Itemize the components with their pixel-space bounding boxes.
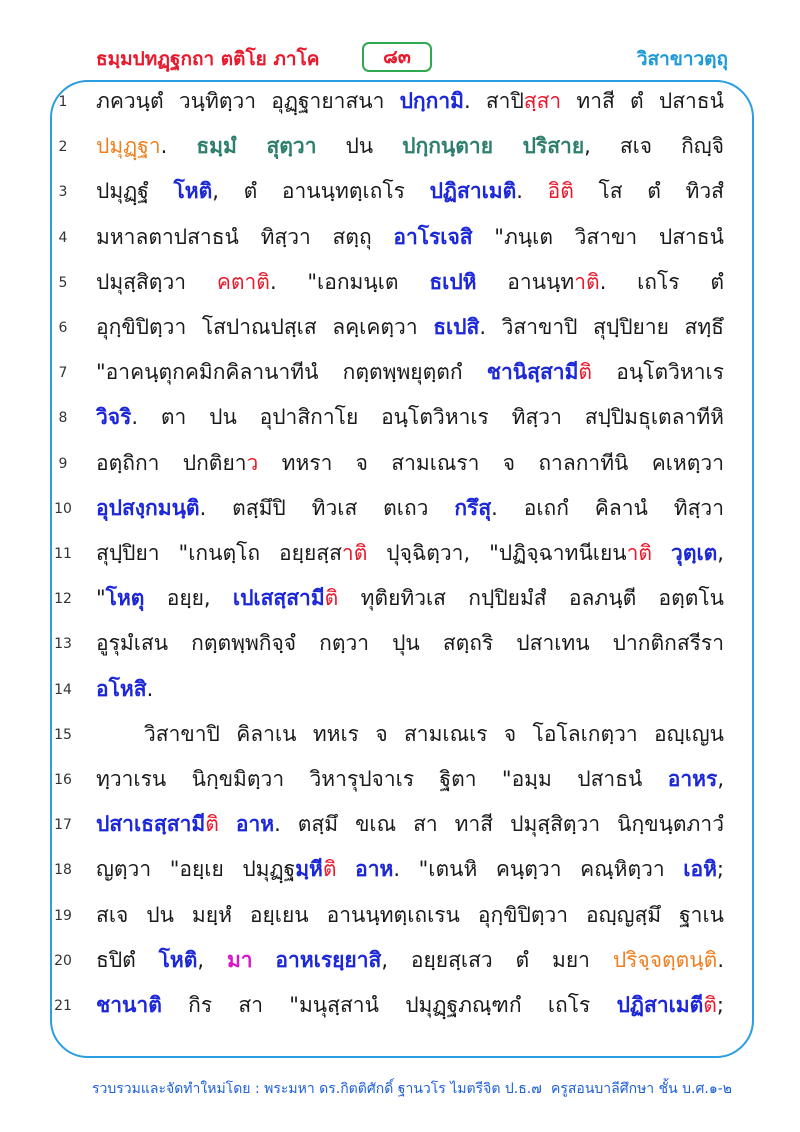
line-text xyxy=(96,900,724,930)
text-segment: . "เตนหิ คนฺตฺวา คณฺหิตฺวา xyxy=(393,857,684,882)
line-text xyxy=(96,402,724,432)
text-segment: , xyxy=(717,767,724,791)
text-segment: อาโรเจสิ xyxy=(393,224,473,249)
line-text xyxy=(96,222,724,252)
text-segment: สเจ ปน มยฺหํ อยฺเยน อานนฺทตฺเถเรน อุกฺขิปิตฺวา อญฺญสฺมึ ฐาเน xyxy=(96,902,724,927)
line-text xyxy=(96,990,724,1020)
text-segment xyxy=(652,541,671,565)
text-line xyxy=(0,939,800,984)
text-line xyxy=(0,80,800,125)
line-text xyxy=(96,176,724,206)
text-segment: สุปฺปิยา "เกนตฺโถ อยฺยสฺส xyxy=(96,541,342,565)
text-segment: . xyxy=(717,947,724,972)
text-segment: เปเสสฺสามี xyxy=(232,586,325,611)
text-segment: ทหรา จ สามเณรา จ ถาลกาทีนิ คเหตฺวา xyxy=(258,450,724,475)
line-text xyxy=(96,448,724,478)
text-segment: ; xyxy=(716,993,724,1017)
text-line xyxy=(0,216,800,261)
text-segment: ทุติยทิวเส กปฺปิยมํสํ อลภนฺตี อตฺตโน xyxy=(338,586,724,611)
text-segment: ธมฺมํ สุตฺวา xyxy=(196,134,317,159)
text-segment: . เถโร ตํ xyxy=(599,269,724,294)
text-segment: ชานิสฺสามี xyxy=(486,360,579,385)
line-number: 11 xyxy=(54,546,72,562)
text-segment: ปมุฏฺฐํ xyxy=(96,179,174,204)
text-segment: "ภนฺเต วิสาขา ปสาธนํ xyxy=(472,224,724,249)
text-segment xyxy=(253,948,276,972)
text-line xyxy=(0,984,800,1029)
text-segment: ปมุสฺสิตฺวา xyxy=(96,269,217,294)
footer-credit: รวบรวมและจัดทำใหม่โดย : พระมหา ดร.กิตติศักดิ์ ฐานวโร ไมตรีจิต ป.ธ.๗ xyxy=(92,1081,542,1097)
line-text xyxy=(96,674,724,704)
text-segment: . อเถกํ คิลานํ ทิสฺวา xyxy=(491,495,724,520)
line-number: 6 xyxy=(58,320,68,336)
line-number: 14 xyxy=(54,681,72,698)
line-number: 18 xyxy=(54,862,72,879)
line-number: 16 xyxy=(54,772,72,788)
text-segment: มฺหี xyxy=(295,857,323,882)
text-segment: อุกฺขิปิตฺวา โสปาณปสฺเส ลคฺเคตฺวา xyxy=(96,315,434,339)
text-segment: . ตสฺมึปิ ทิวเส ตเถว xyxy=(199,495,455,520)
chapter-title: วิสาขาวตฺถุ xyxy=(636,48,728,70)
text-segment: วิจริ xyxy=(96,405,132,430)
text-segment: ว xyxy=(246,450,259,475)
line-text xyxy=(96,131,724,161)
text-segment: อยฺย, xyxy=(144,586,233,611)
text-segment: , อยฺยสฺเสว ตํ มยา xyxy=(381,947,613,972)
line-text xyxy=(96,267,724,297)
text-segment: อนฺโตวิหาเร xyxy=(592,360,724,385)
line-text xyxy=(96,809,724,839)
text-line xyxy=(0,442,800,487)
line-number: 5 xyxy=(58,274,68,291)
line-number: 9 xyxy=(58,455,68,472)
line-number: 7 xyxy=(58,365,68,382)
line-number: 2 xyxy=(58,139,68,156)
line-text xyxy=(144,719,724,749)
text-segment: . xyxy=(516,179,548,204)
text-segment: " xyxy=(96,586,106,611)
text-segment: าติ xyxy=(574,269,600,294)
text-segment: ปฏิสาเมติ xyxy=(429,179,517,204)
text-line xyxy=(0,532,800,577)
line-number: 3 xyxy=(58,184,68,201)
text-segment: ธปิตํ xyxy=(96,947,159,972)
text-segment: , xyxy=(717,541,724,565)
text-segment: โส ตํ ทิวสํ xyxy=(573,179,724,204)
text-segment: อาห xyxy=(355,857,394,882)
line-number: 17 xyxy=(54,817,72,834)
line-number: 13 xyxy=(54,636,72,653)
text-segment: โหตุ xyxy=(105,586,145,611)
text-line xyxy=(0,487,800,532)
line-number: 1 xyxy=(58,94,68,110)
text-line xyxy=(0,713,800,758)
text-segment: ทาสี ตํ ปสาธนํ xyxy=(561,89,724,113)
text-line xyxy=(0,848,800,893)
text-segment: มา xyxy=(226,947,253,972)
text-segment: โหติ xyxy=(158,947,198,972)
text-segment: ติ xyxy=(324,586,339,611)
text-line xyxy=(0,622,800,667)
text-segment: าติ xyxy=(626,541,653,565)
text-segment: ปฏิสาเมตี xyxy=(616,993,704,1017)
line-text xyxy=(96,312,724,342)
text-segment: คตาติ xyxy=(216,269,270,294)
text-segment: วิสาขาปิ คิลาเน ทหเร จ สามเณเร จ โอโลเกตฺวา อญฺเญน xyxy=(144,721,724,746)
text-segment: , สเจ กิญฺจิ xyxy=(584,134,724,159)
line-text xyxy=(96,945,724,975)
text-segment: ทฺวาเรน นิกฺขมิตฺวา วิหารุปจาเร ฐิตา "อมฺม ปสาธนํ xyxy=(96,767,668,791)
text-segment: สฺสา xyxy=(523,89,562,113)
text-line xyxy=(0,125,800,170)
page-number: ๘๓ xyxy=(362,42,432,72)
text-segment: ปสาเธสฺสามี xyxy=(96,812,206,837)
text-line xyxy=(0,351,800,396)
line-text xyxy=(96,764,724,794)
text-segment: อานนฺท xyxy=(476,269,575,294)
text-segment: , xyxy=(197,947,227,972)
text-segment: ปุจฺฉิตฺวา, "ปฏิจฺฉาทนีเยน xyxy=(367,541,627,565)
text-segment: าติ xyxy=(341,541,368,565)
text-segment: อูรุมํเสน กตฺตพฺพกิจฺจํ กตฺวา ปุน สตฺถริ ปสาเทน ปากติกสรีรา xyxy=(96,631,724,656)
text-segment: ติ xyxy=(205,812,219,837)
line-number: 15 xyxy=(54,726,72,743)
text-segment: . "เอกมนฺเต xyxy=(269,269,430,294)
text-segment: ปกฺกามิ xyxy=(399,89,464,113)
text-segment: อตฺถิกา ปกติยา xyxy=(96,450,247,475)
text-line xyxy=(0,306,800,351)
line-text xyxy=(96,86,724,116)
text-segment: ธเปสิ xyxy=(433,315,480,339)
text-line xyxy=(0,894,800,939)
text-segment: . xyxy=(146,676,154,701)
line-number: 20 xyxy=(54,952,72,969)
text-segment: ปมุฏฺฐา xyxy=(96,134,161,159)
text-segment: อโหสิ xyxy=(96,676,147,701)
footer xyxy=(92,1078,732,1100)
text-segment: ภควนฺตํ วนฺทิตฺวา อุฏฺฐายาสนา xyxy=(96,89,400,113)
text-segment: . ตสฺมึ ขเณ สา ทาสี ปมุสฺสิตฺวา นิกฺขนฺตภาวํ xyxy=(274,812,724,837)
text-segment: , ตํ อานนฺทตฺเถโร xyxy=(212,179,430,204)
text-segment: อาหเรยฺยาสิ xyxy=(275,947,382,972)
text-segment: ญตฺวา "อยฺเย ปมุฏฺฐ xyxy=(96,857,296,882)
line-text xyxy=(96,583,724,613)
text-segment: ปริจฺจตฺตนฺติ xyxy=(612,947,718,972)
text-segment: . ตา ปน อุปาสิกาโย อนฺโตวิหาเร ทิสฺวา สปฺปิมธุเตลาทีหิ xyxy=(131,405,724,430)
text-segment: ธเปหิ xyxy=(429,269,477,294)
text-line xyxy=(0,577,800,622)
text-segment: ปกฺกนฺตาย ปริสาย xyxy=(402,134,585,159)
text-segment: เอหิ xyxy=(683,857,717,882)
text-segment: ติ xyxy=(322,857,337,882)
text-line xyxy=(0,170,800,215)
text-line xyxy=(0,758,800,803)
text-segment: . xyxy=(160,134,197,159)
text-segment: อาหร xyxy=(667,767,718,791)
text-line xyxy=(0,668,800,713)
text-segment: ; xyxy=(716,857,724,882)
text-segment: อิติ xyxy=(547,179,574,204)
text-line xyxy=(0,261,800,306)
line-number: 8 xyxy=(58,410,68,427)
text-segment xyxy=(219,812,236,836)
line-text xyxy=(96,854,724,884)
text-segment: ปน xyxy=(316,134,403,159)
text-segment: กรึสุ xyxy=(454,495,492,520)
line-text xyxy=(96,538,724,568)
line-text xyxy=(96,357,724,387)
line-number: 4 xyxy=(58,229,68,246)
text-segment: มหาลตาปสาธนํ ทิสฺวา สตฺถุ xyxy=(96,224,394,249)
line-text xyxy=(96,628,724,658)
text-line xyxy=(0,803,800,848)
line-number: 10 xyxy=(54,500,72,517)
text-segment: อุปสงฺกมนฺติ xyxy=(96,495,200,520)
line-number: 12 xyxy=(54,591,72,608)
line-number: 21 xyxy=(54,998,72,1014)
book-title: ธมฺมปทฏฺฐกถา ตติโย ภาโค xyxy=(96,48,320,70)
text-segment: ชานาติ xyxy=(96,993,162,1017)
text-segment xyxy=(337,857,356,881)
line-number: 19 xyxy=(54,907,72,924)
text-segment: อาห xyxy=(235,812,275,837)
text-segment: . วิสาขาปิ สุปฺปิยาย สทฺธึ xyxy=(479,315,724,339)
text-segment: ติ xyxy=(703,993,717,1017)
line-text xyxy=(96,493,724,523)
text-segment: "อาคนฺตุกคมิกคิลานาทีนํ กตฺตพฺพยุตฺตกํ xyxy=(96,360,487,385)
text-segment: . สาปิ xyxy=(464,89,524,113)
text-line xyxy=(0,396,800,441)
text-segment: วุตฺเต xyxy=(671,541,718,565)
text-segment: กิร สา "มนุสฺสานํ ปมุฏฺฐภณฺฑกํ เถโร xyxy=(161,993,617,1017)
footer-course: ครูสอนบาลีศึกษา ชั้น บ.ศ.๑-๒ xyxy=(550,1081,732,1097)
text-segment: โหติ xyxy=(173,179,213,204)
text-segment: ติ xyxy=(578,360,593,385)
